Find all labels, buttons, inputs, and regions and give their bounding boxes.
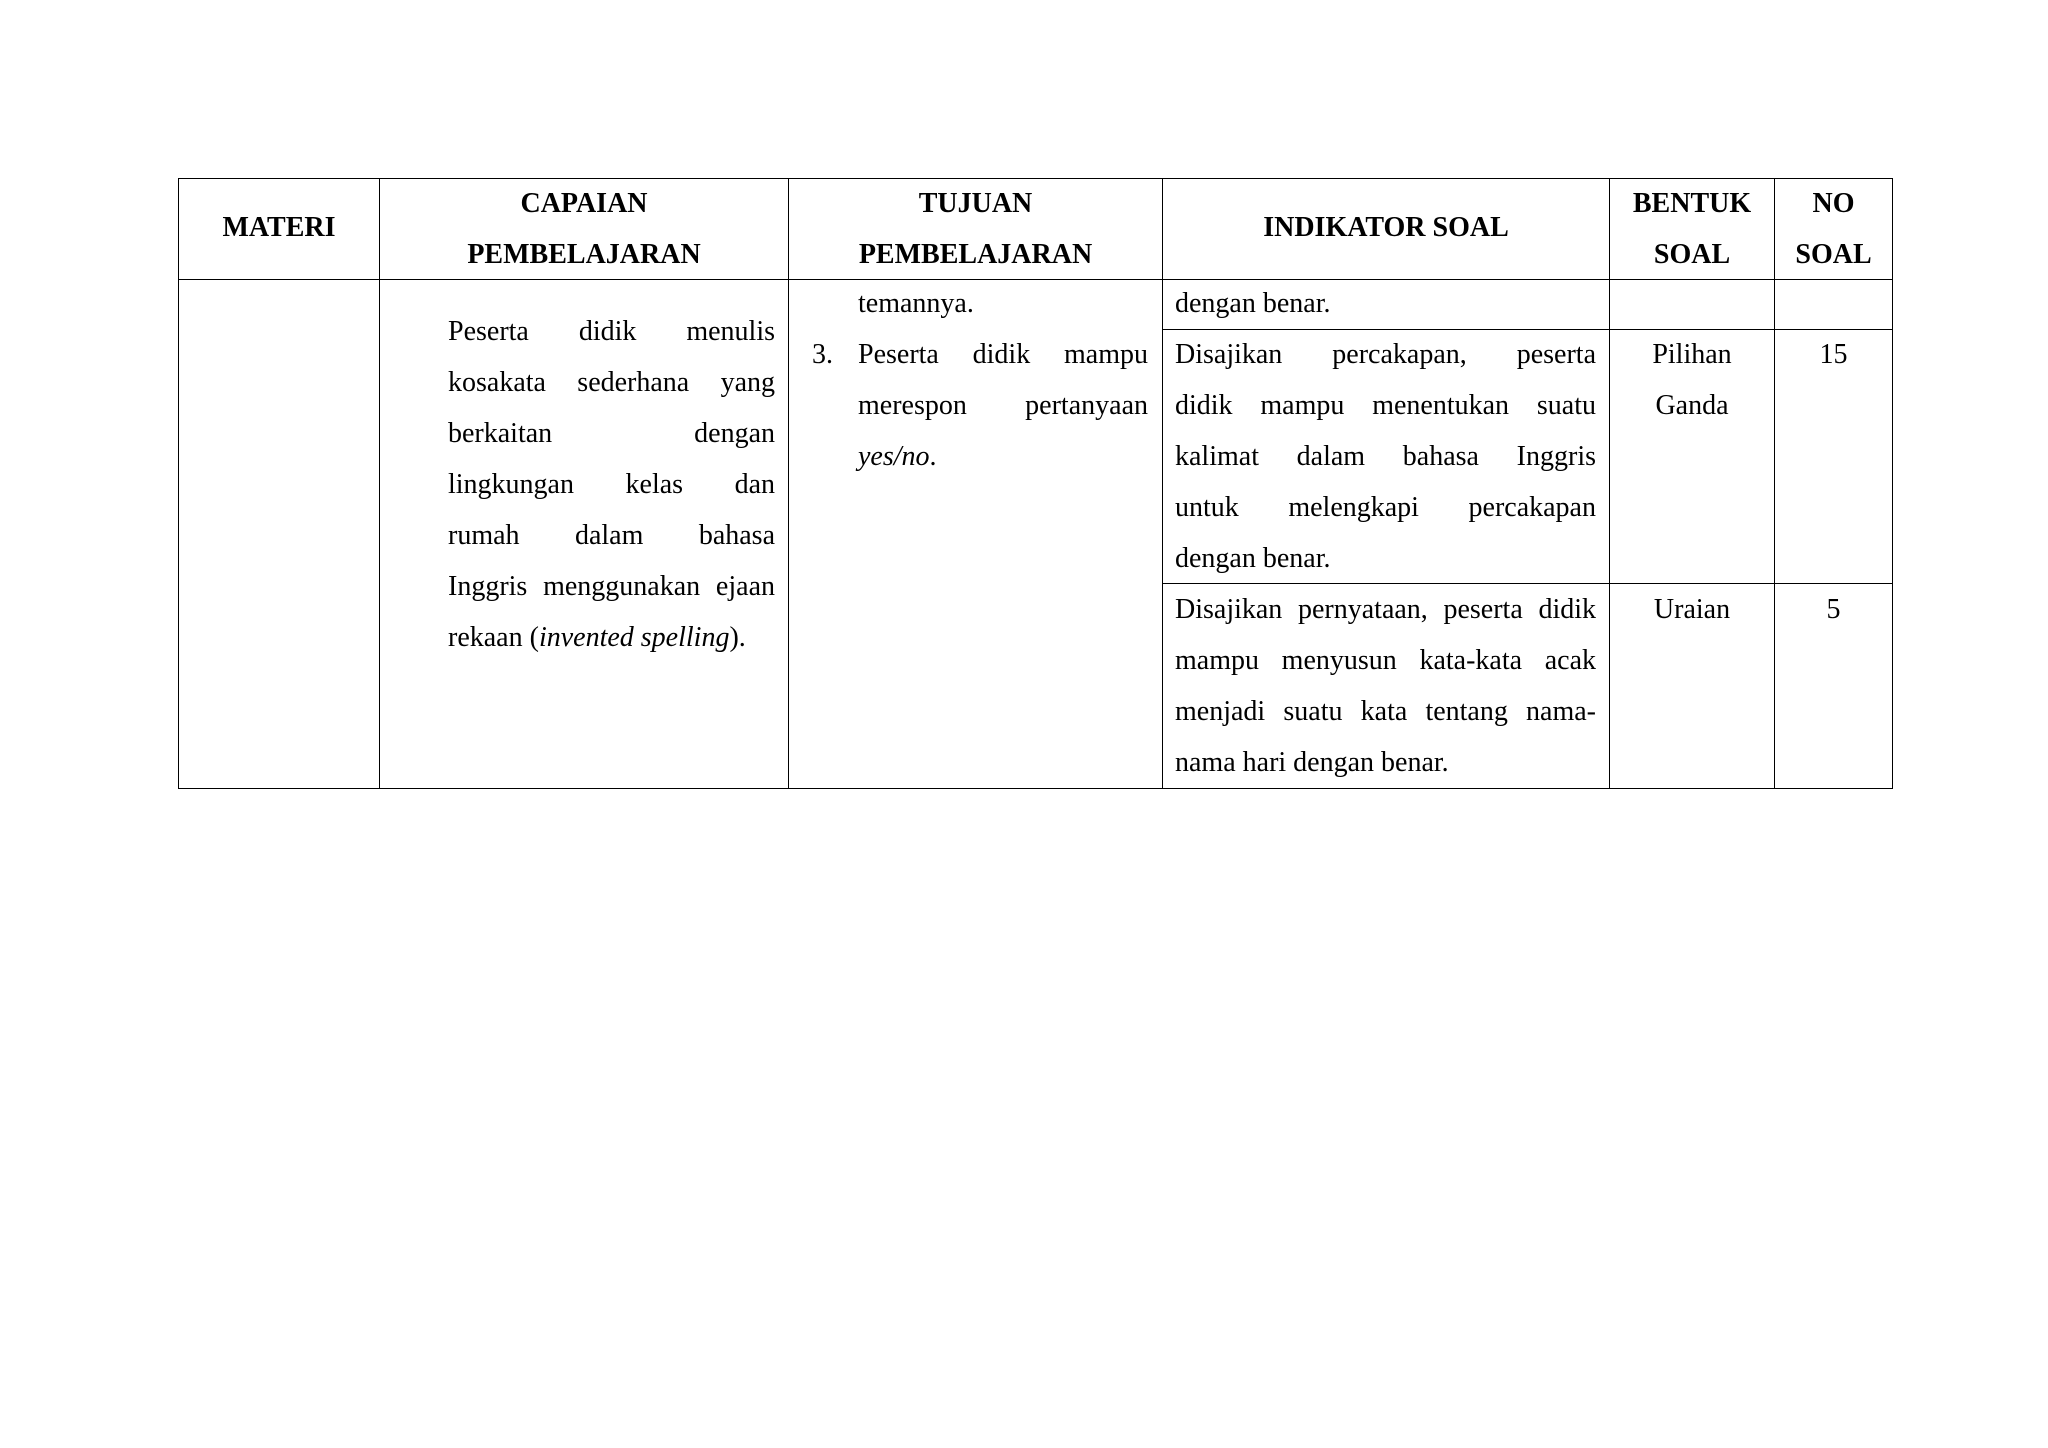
indikator-line: mampu menyusun kata-kata acak bbox=[1175, 645, 1596, 676]
capaian-line: rumah dalam bahasa bbox=[448, 520, 775, 551]
table-border-right bbox=[1892, 178, 1893, 789]
tujuan-item-line: Peserta didik mampu bbox=[858, 339, 1148, 370]
header-indikator-label: INDIKATOR SOAL bbox=[1263, 212, 1509, 243]
no-row-3 bbox=[1775, 584, 1892, 635]
table-border-left bbox=[178, 178, 179, 789]
tujuan-item-suffix: . bbox=[929, 441, 937, 472]
capaian-line: lingkungan kelas dan bbox=[448, 469, 775, 500]
header-materi bbox=[179, 202, 379, 253]
bentuk-row-3 bbox=[1610, 584, 1774, 635]
header-bentuk-line-1: BENTUK bbox=[1632, 188, 1752, 219]
indikator-line: untuk melengkapi percakapan bbox=[1175, 492, 1596, 523]
bentuk-row-2 bbox=[1610, 329, 1774, 431]
capaian-line: Inggris menggunakan ejaan bbox=[448, 571, 775, 602]
header-bentuk-line-2: SOAL bbox=[1653, 239, 1731, 270]
indikator-line: didik mampu menentukan suatu bbox=[1175, 390, 1596, 421]
capaian-line: Peserta didik menulis bbox=[448, 316, 775, 347]
indikator-line: Disajikan pernyataan, peserta didik bbox=[1175, 594, 1596, 625]
capaian-line: berkaitan dengan bbox=[448, 418, 775, 449]
bentuk-line: Ganda bbox=[1655, 390, 1729, 421]
header-no-line-2: SOAL bbox=[1795, 239, 1872, 270]
header-bentuk bbox=[1610, 178, 1774, 280]
header-no bbox=[1775, 178, 1892, 280]
no-value: 15 bbox=[1819, 339, 1848, 370]
tujuan-continued bbox=[858, 278, 1148, 329]
indikator-line: menjadi suatu kata tentang nama- bbox=[1175, 696, 1596, 727]
capaian-last-italic: invented spelling bbox=[538, 622, 730, 653]
tujuan-item-number bbox=[812, 329, 852, 380]
header-tujuan-line-2: PEMBELAJARAN bbox=[858, 239, 1093, 270]
tujuan-item-text bbox=[858, 329, 1148, 482]
header-tujuan-line-1: TUJUAN bbox=[918, 188, 1033, 219]
tujuan-item-number-text: 3. bbox=[812, 339, 833, 370]
indikator-row-3 bbox=[1175, 584, 1596, 788]
tujuan-item-last-line bbox=[858, 431, 1148, 482]
capaian-last-line bbox=[448, 612, 775, 663]
table-border-bottom bbox=[178, 788, 1893, 789]
indikator-line: dengan benar. bbox=[1175, 543, 1331, 574]
no-value: 5 bbox=[1826, 594, 1841, 625]
header-capaian-line-2: PEMBELAJARAN bbox=[467, 239, 701, 270]
indikator-row-1 bbox=[1175, 278, 1595, 329]
indikator-line: nama hari dengan benar. bbox=[1175, 747, 1449, 778]
header-capaian bbox=[380, 178, 788, 280]
indikator-line: kalimat dalam bahasa Inggris bbox=[1175, 441, 1596, 472]
header-capaian-line-1: CAPAIAN bbox=[520, 188, 648, 219]
capaian-last-suffix: ). bbox=[729, 622, 746, 653]
capaian-last-prefix: rekaan ( bbox=[448, 622, 539, 653]
capaian-line: kosakata sederhana yang bbox=[448, 367, 775, 398]
bentuk-line: Uraian bbox=[1653, 594, 1731, 625]
capaian-text bbox=[448, 306, 775, 663]
assessment-table bbox=[178, 178, 1893, 790]
bentuk-line: Pilihan bbox=[1652, 339, 1732, 370]
header-indikator bbox=[1163, 202, 1609, 253]
indikator-line: dengan benar. bbox=[1175, 288, 1331, 319]
indikator-line: Disajikan percakapan, peserta bbox=[1175, 339, 1596, 370]
header-no-line-1: NO bbox=[1812, 188, 1855, 219]
tujuan-item-line: merespon pertanyaan bbox=[858, 390, 1148, 421]
tujuan-continued-text: temannya. bbox=[858, 288, 974, 319]
header-materi-label: MATERI bbox=[222, 212, 336, 243]
column-divider-3 bbox=[1162, 178, 1163, 789]
tujuan-item-italic: yes/no bbox=[858, 441, 930, 472]
header-tujuan bbox=[789, 178, 1162, 280]
no-row-2 bbox=[1775, 329, 1892, 380]
indikator-row-2 bbox=[1175, 329, 1596, 584]
